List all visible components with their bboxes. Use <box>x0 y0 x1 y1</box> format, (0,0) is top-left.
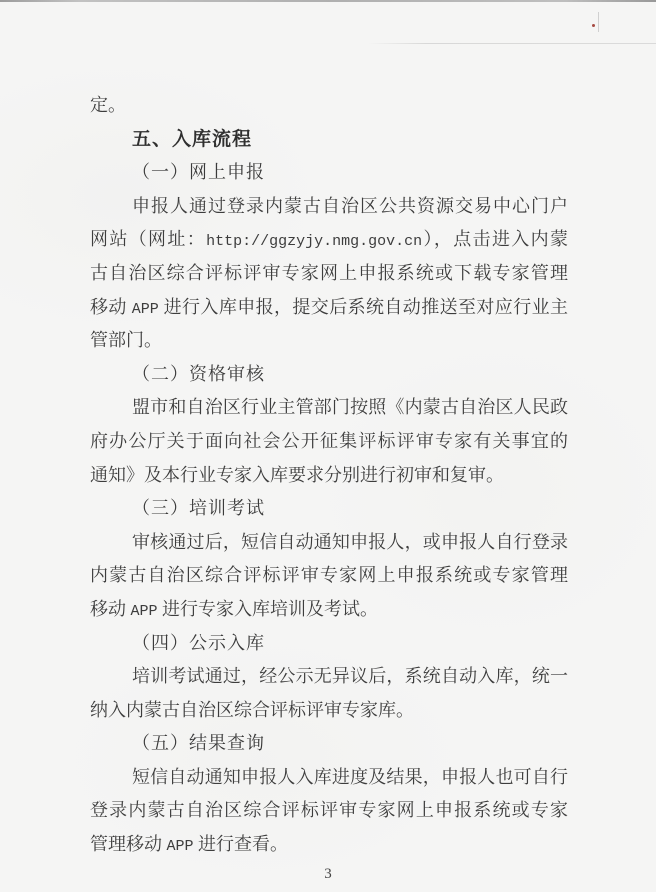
red-dot-artifact <box>592 24 595 27</box>
body-line: 管理移动 APP 进行查看。 <box>90 834 289 856</box>
latin-text: APP <box>166 838 194 856</box>
body-line: 通知》及本行业专家入库要求分别进行初审和复审。 <box>90 464 504 485</box>
body-line: 培训考试通过，经公示无异议后，系统自动入库，统一 <box>132 666 568 687</box>
latin-text: APP <box>130 602 158 620</box>
body-line: 内蒙古自治区综合评标评审专家网上申报系统或专家管理 <box>90 565 568 586</box>
body-line: 纳入内蒙古自治区综合评标评审专家库。 <box>90 699 414 720</box>
body-line: 定。 <box>90 95 126 115</box>
body-line: 盟市和自治区行业主管部门按照《内蒙古自治区人民政 <box>132 397 568 418</box>
body-line: 移动 APP 进行专家入库培训及考试。 <box>90 598 379 620</box>
body-line: 审核通过后，短信自动通知申报人，或申报人自行登录 <box>132 531 568 552</box>
scan-edge-top <box>0 0 656 2</box>
body-line: 短信自动通知申报人入库进度及结果，申报人也可自行 <box>132 766 568 787</box>
body-line: 登录内蒙古自治区综合评标评审专家网上申报系统或专家 <box>90 800 568 821</box>
body-line: 管部门。 <box>90 330 162 351</box>
body-line: 网站（网址：http://ggzyjy.nmg.gov.cn），点击进入内蒙 <box>90 229 568 251</box>
sub-heading: （三）培训考试 <box>132 498 265 519</box>
latin-text: APP <box>131 300 159 318</box>
body-line: 古自治区综合评标评审专家网上申报系统或下载专家管理 <box>90 262 568 283</box>
latin-text: http://ggzyjy.nmg.gov.cn <box>206 233 423 251</box>
hairline-artifact <box>598 12 599 32</box>
section-heading: 五、入库流程 <box>132 128 253 150</box>
body-line: 申报人通过登录内蒙古自治区公共资源交易中心门户 <box>132 195 568 216</box>
document-body <box>90 89 568 862</box>
sub-heading: （五）结果查询 <box>132 733 265 754</box>
scan-seam-artifact <box>368 43 656 44</box>
sub-heading: （一）网上申报 <box>132 162 265 183</box>
body-line: 府办公厅关于面向社会公开征集评标评审专家有关事宜的 <box>90 430 568 451</box>
body-line: 移动 APP 进行入库申报，提交后系统自动推送至对应行业主 <box>90 296 568 318</box>
sub-heading: （二）资格审核 <box>132 363 265 384</box>
sub-heading: （四）公示入库 <box>132 632 265 653</box>
page-number: 3 <box>324 866 332 882</box>
